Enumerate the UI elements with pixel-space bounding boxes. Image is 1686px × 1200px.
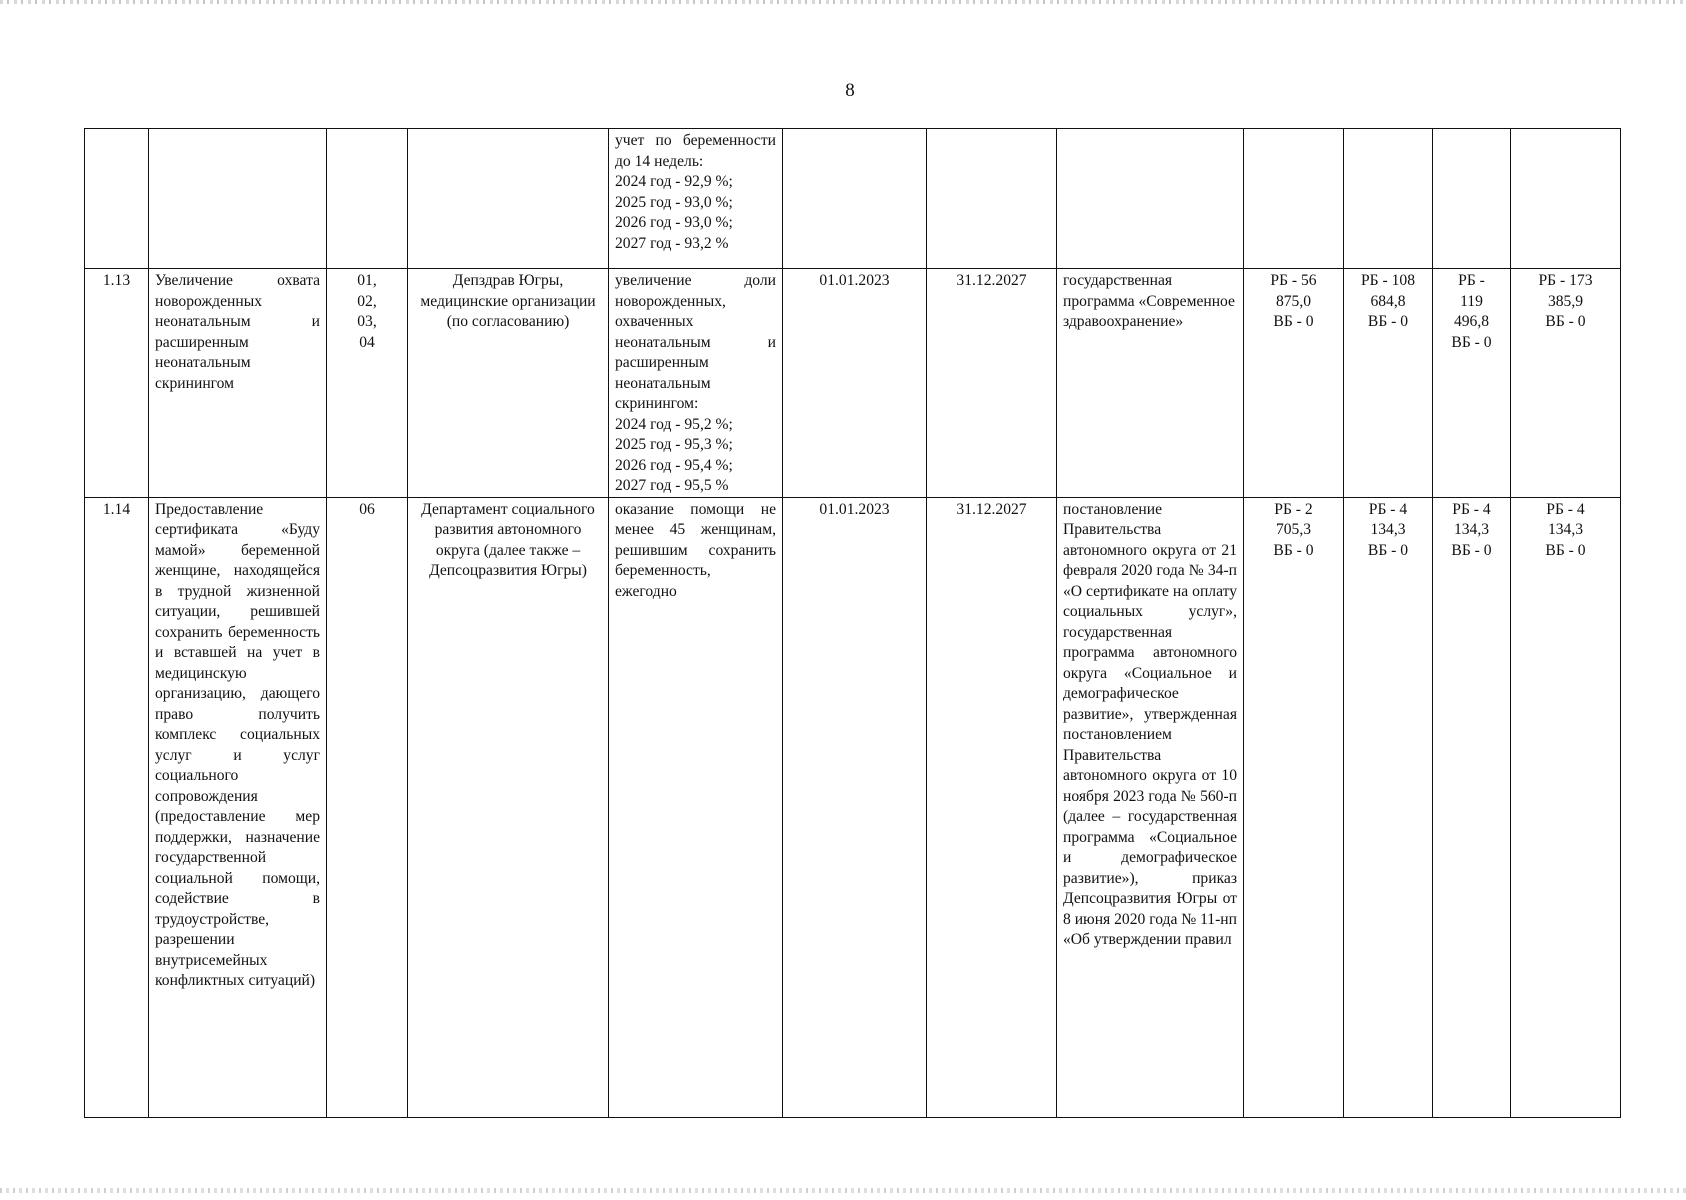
scan-edge-top [0,0,1686,4]
table-row-continuation [85,129,1621,269]
cell-end [927,129,1057,269]
fin-line: ВБ - 0 [1545,313,1586,330]
cell-start [783,129,927,269]
fin-line: ВБ - 0 [1367,313,1409,330]
cell-fin-3 [1433,269,1511,498]
cell-fin-1 [1244,497,1344,1117]
indicator-line: учет по беременности до 14 недель: [615,132,776,170]
cell-fin-3 [1433,497,1511,1117]
cell-codes [327,497,408,1117]
fin-line: РБ - 4 [1368,500,1408,518]
code-item: 02, [357,292,377,310]
cell-codes [327,129,408,269]
fin-line: РБ - 4 [1546,500,1585,518]
cell-basis: постановление Правительства автономного округа от 21 февраля 2020 года № 34-п «О сертификате на оплату социальных услуг», государственная программа автономного округа «Социальное и демографическое развитие», утвержденная постановлением Правительства автономного округа от 10 ноября 2023 года № 560-п (далее – государственная программа «Социальное и демографическое развитие»), приказ Депсоцразвития Югры от 8 июня 2020 года № 11-нп «Об утверждении правил [1057,497,1244,1117]
cell-basis: государственная программа «Современное здравоохранение» [1057,269,1244,498]
cell-responsible: Депздрав Югры, медицинские организации (по согласованию) [408,269,609,498]
indicator-line: 2024 год - 95,2 %; [615,415,733,433]
table-row-1-13 [85,269,1621,498]
fin-line: 134,3 [1370,521,1406,538]
indicator-line: оказание помощи не менее 45 женщинам, решившим сохранить беременность, ежегодно [615,500,776,600]
code-item: 01, [357,272,377,289]
cell-end: 31.12.2027 [927,497,1057,1117]
indicator-line: 2027 год - 93,2 % [615,234,729,252]
cell-fin [1433,129,1511,269]
cell-end: 31.12.2027 [927,269,1057,498]
fin-line: РБ - 108 [1360,272,1415,289]
page-number: 8 [845,80,855,101]
scan-edge-bottom [0,1188,1686,1193]
fin-line: РБ - [1458,272,1485,289]
fin-line: 705,3 [1275,521,1312,538]
cell-fin-2 [1344,497,1433,1117]
fin-line: ВБ - 0 [1367,541,1409,559]
fin-line: 134,3 [1453,521,1490,538]
cell-basis [1057,129,1244,269]
cell-fin-1 [1244,269,1344,498]
fin-line: 684,8 [1370,292,1406,310]
indicator-line: 2024 год - 92,9 %; [615,173,733,190]
fin-line: ВБ - 0 [1451,541,1492,559]
indicator-line: 2026 год - 95,4 %; [615,456,733,474]
fin-line: РБ - 2 [1274,500,1313,518]
cell-start: 01.01.2023 [783,269,927,498]
cell-start: 01.01.2023 [783,497,927,1117]
cell-fin [1344,129,1433,269]
fin-line: 134,3 [1547,521,1584,538]
fin-line: 496,8 [1453,313,1490,330]
cell-fin-4 [1511,269,1621,498]
cell-num [85,129,149,269]
measures-table [84,128,1621,1118]
fin-line: РБ - 56 [1270,272,1317,289]
cell-responsible: Департамент социального развития автономного округа (далее также – Депсоцразвития Югры) [408,497,609,1117]
cell-indicator [609,497,783,1117]
code-item: 06 [359,500,375,518]
fin-line: ВБ - 0 [1273,541,1314,559]
table-row-1-14 [85,497,1621,1117]
indicator-line: 2025 год - 93,0 %; [615,193,733,211]
cell-num: 1.14 [85,497,149,1117]
fin-line: 119 [1460,292,1483,310]
indicator-line: увеличение доли новорожденных, охваченных неонатальным и расширенным неонатальным скринингом: [615,272,776,412]
cell-num: 1.13 [85,269,149,498]
fin-line: РБ - 173 [1538,272,1593,289]
cell-action: Увеличение охвата новорожденных неонатальным и расширенным неонатальным скринингом [149,269,327,498]
fin-line: 875,0 [1275,292,1312,310]
indicator-line: 2026 год - 93,0 %; [615,214,733,231]
fin-line: РБ - 4 [1452,500,1491,518]
fin-line: ВБ - 0 [1545,541,1586,559]
cell-fin-2 [1344,269,1433,498]
cell-fin [1511,129,1621,269]
fin-line: ВБ - 0 [1451,333,1492,351]
cell-action: Предоставление сертификата «Буду мамой» беременной женщине, находящейся в трудной жизненной ситуации, решившей сохранить беременность и вставшей на учет в медицинскую организацию, дающего право получить комплекс социальных услуг и услуг социального сопровождения (предоставление мер поддержки, назначение государственной социальной помощи, содействие в трудоустройстве, разрешении внутрисемейных конфликтных ситуаций) [149,497,327,1117]
cell-action [149,129,327,269]
code-item: 04 [359,333,375,351]
cell-fin [1244,129,1344,269]
code-item: 03, [357,313,377,330]
fin-line: 385,9 [1547,292,1584,310]
cell-indicator [609,129,783,269]
cell-responsible [408,129,609,269]
indicator-line: 2025 год - 95,3 %; [615,436,733,453]
fin-line: ВБ - 0 [1273,313,1314,330]
indicator-line: 2027 год - 95,5 % [615,477,729,494]
cell-fin-4 [1511,497,1621,1117]
cell-indicator [609,269,783,498]
cell-codes [327,269,408,498]
